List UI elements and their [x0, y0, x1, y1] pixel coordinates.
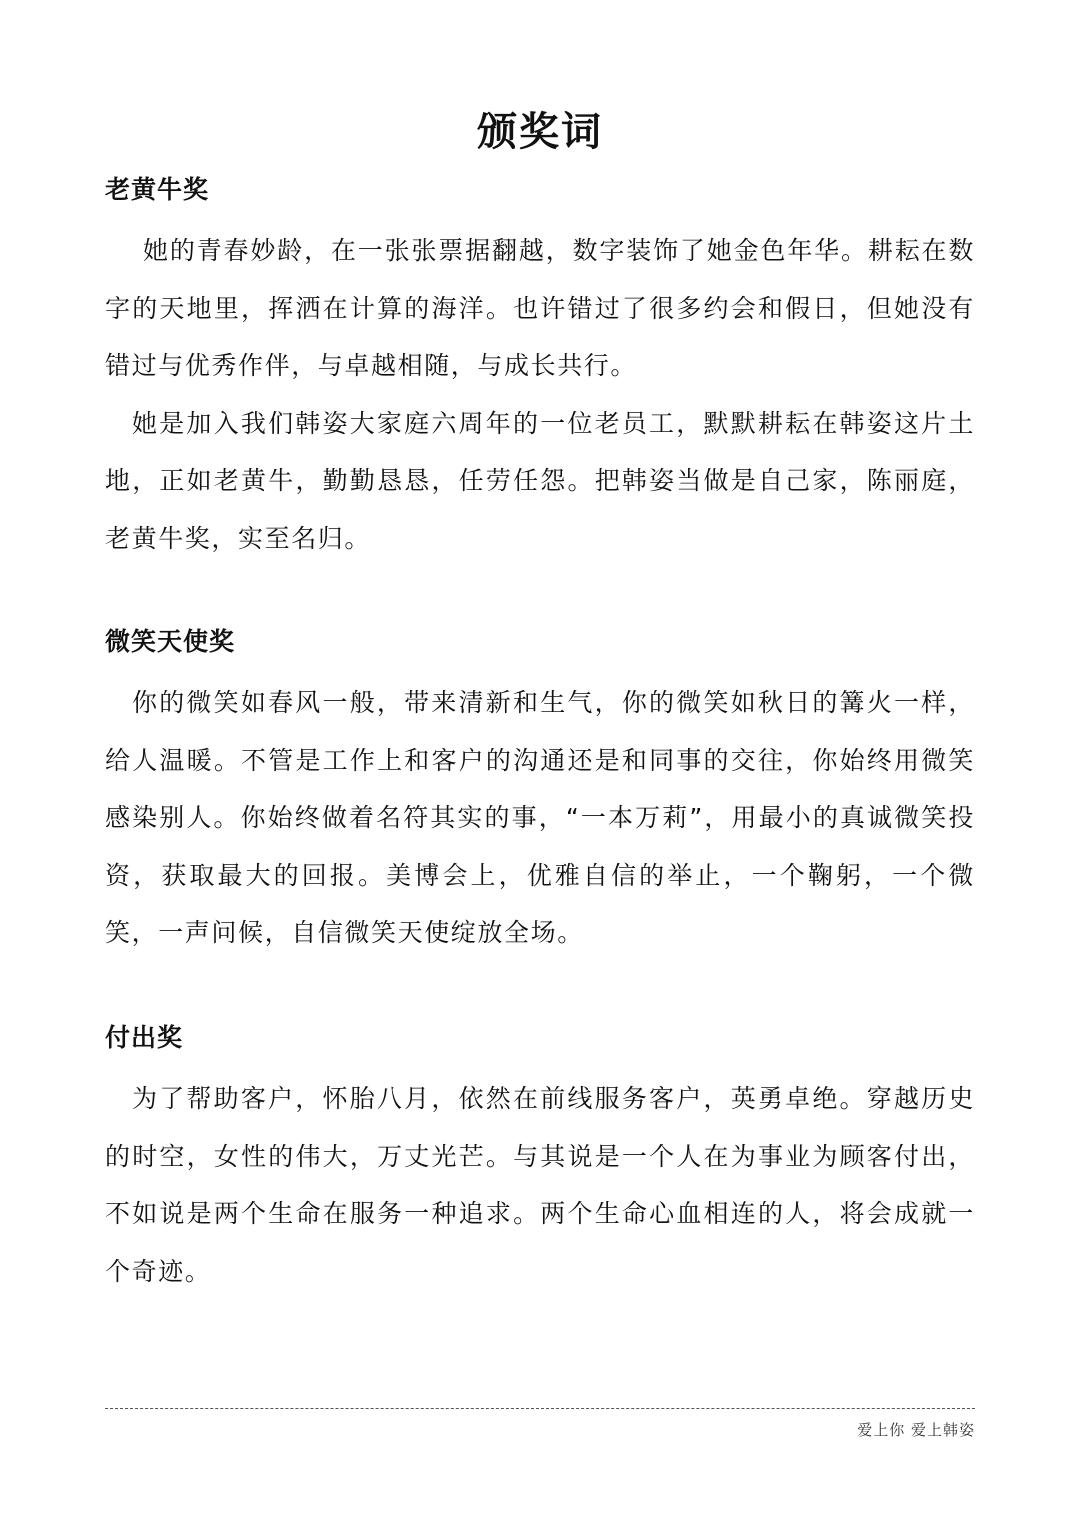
section-paragraph: 她的青春妙龄，在一张张票据翻越，数字装饰了她金色年华。耕耘在数字的天地里，挥洒在计算的海洋。也许错过了很多约会和假日，但她没有错过与优秀作伴，与卓越相随，与成长共行。 [105, 236, 975, 380]
section-paragraph: 为了帮助客户，怀胎八月，依然在前线服务客户，英勇卓绝。穿越历史的时空，女性的伟大，万丈光芒。与其说是一个人在为事业为顾客付出，不如说是两个生命在服务一种追求。两个生命心血相连的人，将会成就一个奇迹。 [105, 1084, 975, 1286]
section-heading: 付出奖 [105, 1023, 184, 1052]
award-section-dedication [105, 1018, 975, 1300]
section-heading: 微笑天使奖 [105, 627, 236, 656]
award-section-lao-huang-niu [105, 170, 975, 567]
section-paragraph: 她是加入我们韩姿大家庭六周年的一位老员工，默默耕耘在韩姿这片土地，正如老黄牛，勤勤恳恳，任劳任怨。把韩姿当做是自己家，陈丽庭，老黄牛奖，实至名归。 [105, 408, 975, 553]
footer-divider [105, 1408, 975, 1409]
document-title: 颁奖词 [477, 109, 603, 155]
award-section-smile-angel [105, 622, 975, 962]
section-heading: 老黄牛奖 [105, 175, 210, 204]
section-paragraph: 你的微笑如春风一般，带来清新和生气，你的微笑如秋日的篝火一样，给人温暖。不管是工作上和客户的沟通还是和同事的交往，你始终用微笑感染别人。你始终做着名符其实的事，“一本万莉”，用最小的真诚微笑投资，获取最大的回报。美博会上，优雅自信的举止，一个鞠躬，一个微笑，一声问候，自信微笑天使绽放全场。 [105, 688, 975, 947]
footer-slogan: 爱上你 爱上韩姿 [857, 1421, 975, 1439]
